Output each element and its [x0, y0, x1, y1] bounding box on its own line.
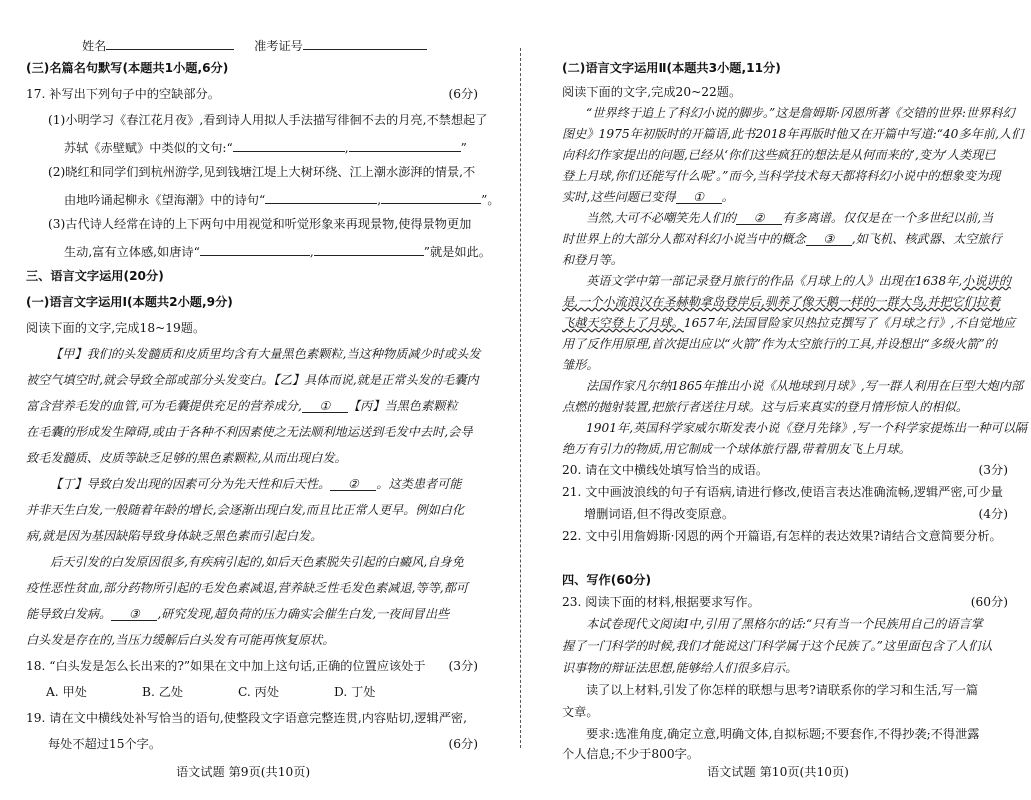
passage-line [26, 400, 478, 413]
q17-2-prefix: 由地吟诵起柳永《望海潮》中的诗句“ [64, 193, 266, 207]
q17-1-suffix: ” [460, 141, 467, 155]
passage-line: “世界终于追上了科幻小说的脚步。”这是詹姆斯·冈恩所著《交错的世界:世界科幻 [586, 106, 1015, 120]
wavy-sentence: 飞越天空登上了月球。 [562, 316, 684, 330]
q19-text: 每处不超过15个字。 [48, 737, 162, 751]
q18-text: 18. “白头发是怎么长出来的?”如果在文中加上这句话,正确的位置应该处于 [26, 659, 426, 673]
prompt-line: 握了一门科学的时候,我们才能说这门科学属于这个民族了。”这里面包含了人们认 [562, 639, 993, 653]
reading-instruction: 阅读下面的文字,完成18~19题。 [26, 321, 206, 335]
passage-text: 【丙】当黑色素颗粒 [347, 399, 458, 413]
passage-line: 向科幻作家提出的问题,已经从‘你们这些疯狂的想法是从何而来的’,变为‘人类现已 [562, 148, 996, 162]
passage-text: ,研究发现,超负荷的压力确实会催生白发,一夜间冒出些 [157, 607, 450, 621]
question-17 [26, 88, 478, 100]
prompt-line: 读了以上材料,引发了你怎样的联想与思考?请联系你的学习和生活,写一篇 [586, 683, 979, 697]
section-heading: (三)名篇名句默写(本题共1小题,6分) [26, 61, 229, 75]
q17-3-suffix: ”就是如此。 [423, 245, 491, 259]
prompt-line: 文章。 [562, 705, 599, 719]
q17-2-suffix: ”。 [481, 193, 500, 207]
question-18 [26, 660, 478, 672]
passage-line [562, 274, 1011, 288]
q23-text: 23. 阅读下面的材料,根据要求写作。 [562, 595, 760, 609]
q17-1-prefix: 苏轼《赤壁赋》中类似的文句:“ [64, 141, 233, 155]
passage-line [26, 478, 478, 491]
q17-2-blank-b[interactable] [381, 192, 481, 204]
passage-line: 并非天生白发,一般随着年龄的增长,会逐渐出现白发,而且比正常人更早。例如白化 [26, 503, 465, 517]
passage-line: 疫性恶性贫血,部分药物所引起的毛发色素减退,营养缺乏性毛发色素减退,等等,都可 [26, 581, 469, 595]
question-20 [562, 464, 1008, 476]
q17-1-line1: (1)小明学习《春江花月夜》,看到诗人用拟人手法描写徘徊不去的月亮,不禁想起了 [48, 113, 488, 127]
answer-blank-1[interactable]: ① [302, 400, 348, 413]
name-blank[interactable] [106, 38, 234, 50]
passage-line: 在毛囊的形成发生障碍,或由于各种不利因素使之无法顺利地运送到毛发中去时,会导 [26, 425, 473, 439]
question-19-line1: 19. 请在文中横线处补写恰当的语句,使整段文字语意完整连贯,内容贴切,逻辑严密, [26, 711, 467, 725]
passage-line [562, 191, 1008, 204]
q23-score: (60分) [970, 595, 1008, 609]
page-divider [520, 48, 521, 748]
wavy-sentence: 小说讲的 [962, 274, 1011, 288]
option-a[interactable]: A. 甲处 [46, 685, 87, 699]
section-heading: (二)语言文字运用Ⅱ(本题共3小题,11分) [562, 61, 781, 75]
requirement-line: 要求:选准角度,确定立意,明确文体,自拟标题;不要套作,不得抄袭;不得泄露 [586, 727, 980, 741]
passage-line: 雏形。 [562, 358, 599, 372]
name-label: 姓名 [82, 39, 107, 53]
passage-text: 【丁】导致白发出现的因素可分为先天性和后天性。 [50, 477, 331, 491]
passage-text: 有多离谱。仅仅是在一个多世纪以前,当 [782, 211, 994, 225]
q17-2-line2: 由地吟诵起柳永《望海潮》中的诗句“ , ”。 [64, 193, 500, 207]
option-d[interactable]: D. 丁处 [334, 685, 376, 699]
q20-score: (3分) [978, 463, 1008, 477]
passage-line: 法国作家凡尔纳1865年推出小说《从地球到月球》,写一群人利用在巨型大炮内部 [586, 379, 1024, 393]
passage-line: 和登月等。 [562, 253, 623, 267]
answer-blank-2[interactable]: ② [736, 212, 782, 225]
q17-2-blank-a[interactable] [265, 192, 377, 204]
passage-line: 图史》1975年初版时的开篇语,此书2018年再版时他又在开篇中写道:“40多年前,人们 [562, 127, 1024, 141]
q21-score: (4分) [978, 507, 1008, 521]
passage-line: 绝万有引力的物质,用它制成一个球体旅行器,带着朋友飞上月球。 [562, 442, 911, 456]
header-fields [82, 38, 442, 52]
question-21-line2 [562, 508, 1008, 520]
wavy-sentence: 是,一个小流浪汉在圣赫勒拿岛登岸后,驯养了像天鹅一样的一群大鸟,并把它们拉着 [562, 295, 1001, 309]
q17-2-line1: (2)晓红和同学们到杭州游学,见到钱塘江堤上大树环绕、江上潮水澎湃的情景,不 [48, 165, 476, 179]
q17-1-line2: 苏轼《赤壁赋》中类似的文句:“ , ” [64, 141, 467, 155]
passage-text: 实时,这些问题已变得 [562, 190, 676, 204]
q17-3-prefix: 生动,富有立体感,如唐诗“ [64, 245, 200, 259]
answer-blank-1[interactable]: ① [676, 191, 722, 204]
prompt-line: 识事物的辩证法思想,能够给人们很多启示。 [562, 661, 798, 675]
passage-line: 【甲】我们的头发髓质和皮质里均含有大量黑色素颗粒,当这种物质减少时或头发 [50, 347, 481, 361]
passage-text: 1657年,法国冒险家贝热拉克撰写了《月球之行》,不自觉地应 [683, 316, 1016, 330]
question-23 [562, 596, 1008, 608]
footer-page-9: 语文试题 第9页(共10页) [176, 765, 311, 779]
q17-3-line2: 生动,富有立体感,如唐诗“ , ”就是如此。 [64, 245, 491, 259]
section-heading: 四、写作(60分) [562, 573, 652, 587]
question-19-line2 [26, 738, 478, 750]
q18-score: (3分) [448, 659, 478, 673]
requirement-line: 个人信息;不少于800字。 [562, 747, 700, 761]
id-label: 准考证号 [254, 39, 303, 53]
passage-line: 白头发是存在的,当压力缓解后白头发有可能再恢复原状。 [26, 633, 335, 647]
option-b[interactable]: B. 乙处 [142, 685, 184, 699]
reading-instruction: 阅读下面的文字,完成20~22题。 [562, 85, 742, 99]
q17-3-blank-b[interactable] [314, 244, 424, 256]
q17-1-blank-b[interactable] [349, 140, 461, 152]
q17-3-blank-a[interactable] [200, 244, 310, 256]
passage-text: 时世界上的大部分人都对科幻小说当中的概念 [562, 232, 806, 246]
passage-line: 后天引发的白发原因很多,有疾病引起的,如后天色素脱失引起的白癜风,自身免 [50, 555, 464, 569]
option-c[interactable]: C. 丙处 [238, 685, 280, 699]
q19-score: (6分) [448, 737, 478, 751]
answer-blank-3[interactable]: ③ [806, 233, 852, 246]
passage-text: 富含营养毛发的血管,可为毛囊提供充足的营养成分, [26, 399, 302, 413]
question-21-line1: 21. 文中画波浪线的句子有语病,请进行修改,使语言表达准确流畅,逻辑严密,可少量 [562, 485, 1003, 499]
passage-text: 。这类患者可能 [376, 477, 462, 491]
passage-text: 当然,大可不必嘲笑先人们的 [586, 211, 737, 225]
passage-line: 1901年,英国科学家威尔斯发表小说《登月先锋》,写一个科学家提炼出一种可以隔 [586, 421, 1027, 435]
passage-line: 用了反作用原理,首次提出应以“火箭”作为太空旅行的工具,并设想出“多级火箭”的 [562, 337, 997, 351]
passage-text: ,如飞机、核武器、太空旅行 [851, 232, 1002, 246]
passage-line [562, 316, 1016, 330]
passage-line [562, 212, 1008, 225]
q17-3-line1: (3)古代诗人经常在诗的上下两句中用视觉和听觉形象来再现景物,使得景物更加 [48, 217, 472, 231]
footer-page-10: 语文试题 第10页(共10页) [707, 765, 849, 779]
passage-line: 被空气填空时,就会导致全部或部分头发变白。【乙】具体而说,就是正常头发的毛囊内 [26, 373, 479, 387]
question-22: 22. 文中引用詹姆斯·冈恩的两个开篇语,有怎样的表达效果?请结合文意简要分析。 [562, 529, 1002, 543]
answer-blank-2[interactable]: ② [330, 478, 376, 491]
section-heading: 三、语言文字运用(20分) [26, 269, 164, 283]
id-blank[interactable] [303, 38, 427, 50]
q20-text: 20. 请在文中横线处填写恰当的成语。 [562, 463, 769, 477]
passage-line: 登上月球,你们还能写什么呢’。”而今,当科学技术每天都将科幻小说中的想象变为现 [562, 169, 1001, 183]
passage-text: 能导致白发病。 [26, 607, 112, 621]
prompt-line: 本试卷现代文阅读Ⅰ中,引用了黑格尔的话:“只有当一个民族用自己的语言掌 [586, 617, 983, 631]
q17-score: (6分) [448, 87, 478, 101]
passage-line [562, 233, 1008, 246]
passage-text: 。 [721, 190, 734, 204]
q17-1-blank-a[interactable] [233, 140, 345, 152]
passage-line [562, 296, 1008, 308]
q21-text: 增删词语,但不得改变原意。 [584, 507, 735, 521]
q18-options [26, 686, 478, 698]
q17-text: 17. 补写出下列句子中的空缺部分。 [26, 87, 220, 101]
passage-line: 致毛发髓质、皮质等缺乏足够的黑色素颗粒,从而出现白发。 [26, 451, 347, 465]
passage-line: 病,就是因为基因缺陷导致身体缺乏黑色素而引起白发。 [26, 529, 323, 543]
answer-blank-3[interactable]: ③ [111, 608, 157, 621]
section-heading: (一)语言文字运用Ⅰ(本题共2小题,9分) [26, 295, 233, 309]
passage-line: 点燃的抛射装置,把旅行者送往月球。这与后来真实的登月情形惊人的相似。 [562, 400, 969, 414]
passage-text: 英语文学中第一部记录登月旅行的作品《月球上的人》出现在1638年, [586, 274, 963, 288]
passage-line [26, 608, 478, 621]
